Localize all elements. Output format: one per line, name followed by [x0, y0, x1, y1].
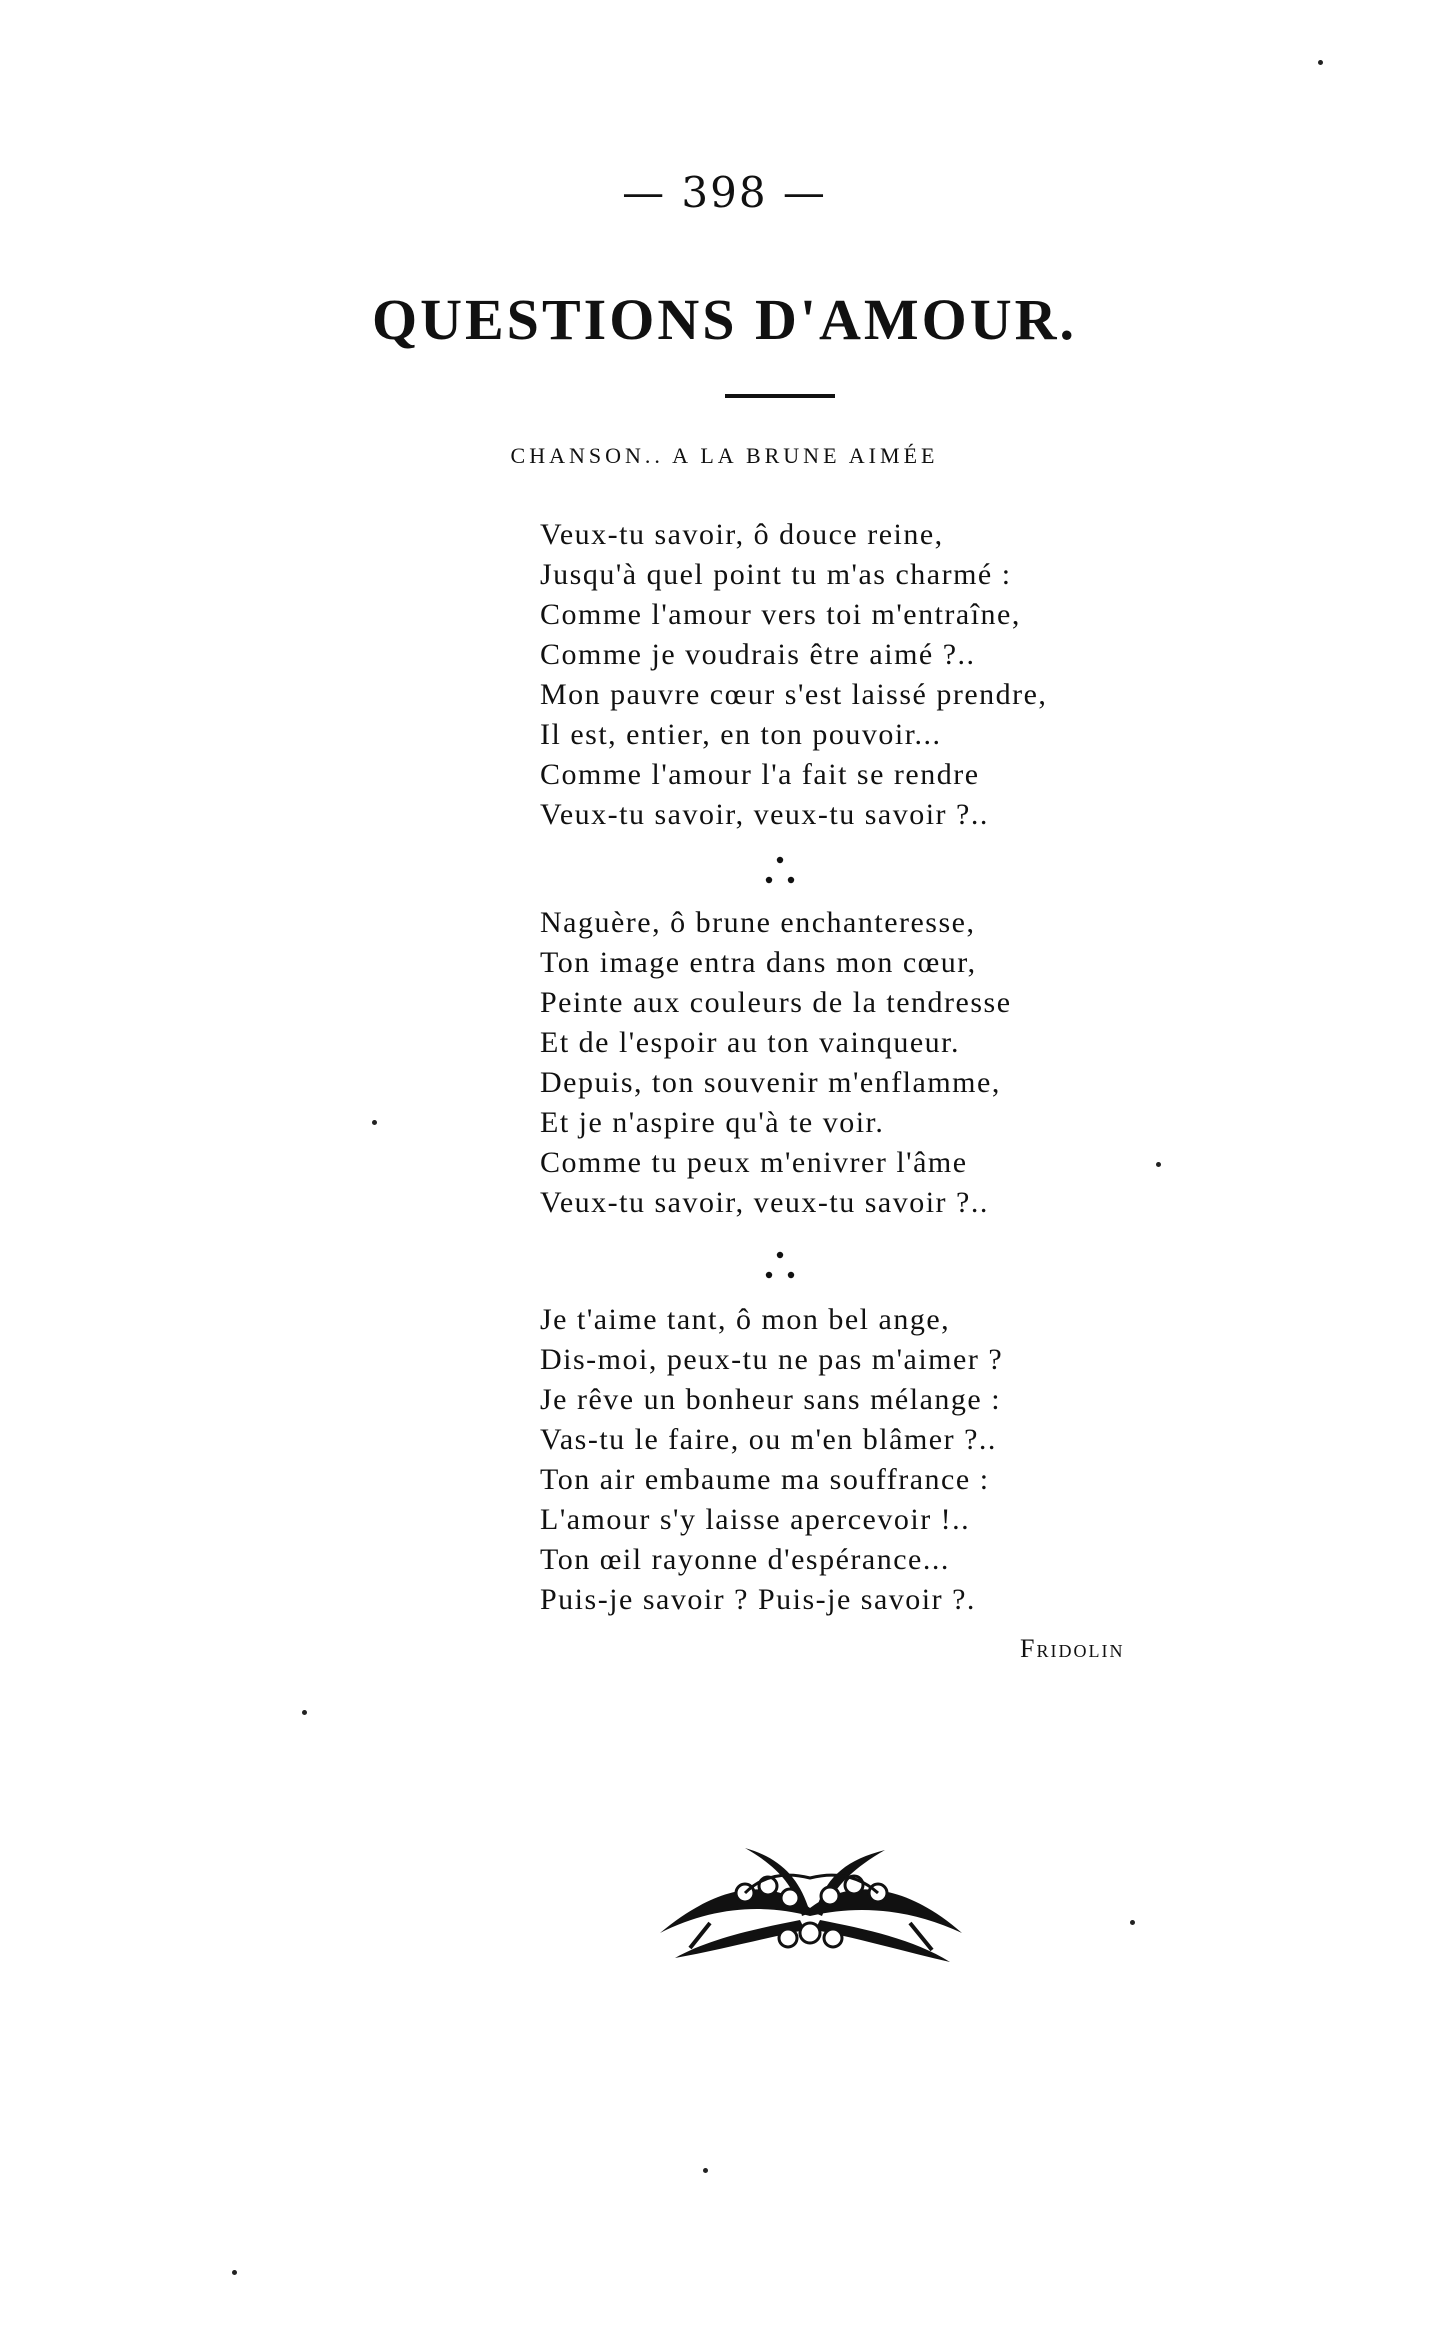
title-rule: [725, 394, 835, 398]
speck-mark: [1318, 60, 1323, 65]
verse-line: Veux-tu savoir, veux-tu savoir ?..: [540, 798, 989, 831]
stanza-1: [540, 515, 1100, 835]
verse-line: Et je n'aspire qu'à te voir.: [540, 1106, 885, 1139]
speck-mark: [302, 1710, 307, 1715]
verse-line: Puis-je savoir ? Puis-je savoir ?.: [540, 1583, 976, 1616]
asterism-icon: [760, 1248, 800, 1284]
verse-line: Comme je voudrais être aimé ?..: [540, 638, 976, 671]
verse-line: Et de l'espoir au ton vainqueur.: [540, 1026, 960, 1059]
verse-line: Comme l'amour vers toi m'entraîne,: [540, 598, 1021, 631]
speck-mark: [1156, 1162, 1161, 1167]
asterism-icon: [760, 853, 800, 889]
speck-mark: [232, 2270, 237, 2275]
verse-line: Je rêve un bonheur sans mélange :: [540, 1383, 1002, 1416]
author-signature: Fridolin: [1020, 1634, 1125, 1663]
poem-title: QUESTIONS D'AMOUR.: [372, 287, 1077, 352]
verse-line: Dis-moi, peux-tu ne pas m'aimer ?: [540, 1343, 1004, 1376]
verse-line: Ton œil rayonne d'espérance...: [540, 1543, 950, 1576]
verse-line: Mon pauvre cœur s'est laissé prendre,: [540, 678, 1048, 711]
verse-line: L'amour s'y laisse apercevoir !..: [540, 1503, 971, 1536]
verse-line: Jusqu'à quel point tu m'as charmé :: [540, 558, 1012, 591]
verse-line: Comme l'amour l'a fait se rendre: [540, 758, 980, 791]
stanza-3: [540, 1300, 1100, 1620]
verse-line: Naguère, ô brune enchanteresse,: [540, 906, 976, 939]
verse-line: Ton air embaume ma souffrance :: [540, 1463, 990, 1496]
verse-line: Ton image entra dans mon cœur,: [540, 946, 977, 979]
page-number: — 398 —: [622, 168, 827, 217]
verse-line: Vas-tu le faire, ou m'en blâmer ?..: [540, 1423, 997, 1456]
verse-line: Veux-tu savoir, ô douce reine,: [540, 518, 944, 551]
verse-line: Il est, entier, en ton pouvoir...: [540, 718, 942, 751]
lily-of-the-valley-vignette-icon: [650, 1838, 970, 1968]
speck-mark: [1130, 1920, 1135, 1925]
verse-line: Comme tu peux m'enivrer l'âme: [540, 1146, 968, 1179]
verse-line: Je t'aime tant, ô mon bel ange,: [540, 1303, 951, 1336]
stanza-2: [540, 903, 1100, 1223]
poem-subtitle: CHANSON.. A LA BRUNE AIMÉE: [510, 443, 939, 468]
verse-line: Depuis, ton souvenir m'enflamme,: [540, 1066, 1001, 1099]
speck-mark: [703, 2168, 708, 2173]
verse-line: Veux-tu savoir, veux-tu savoir ?..: [540, 1186, 989, 1219]
speck-mark: [372, 1120, 377, 1125]
verse-line: Peinte aux couleurs de la tendresse: [540, 986, 1012, 1019]
